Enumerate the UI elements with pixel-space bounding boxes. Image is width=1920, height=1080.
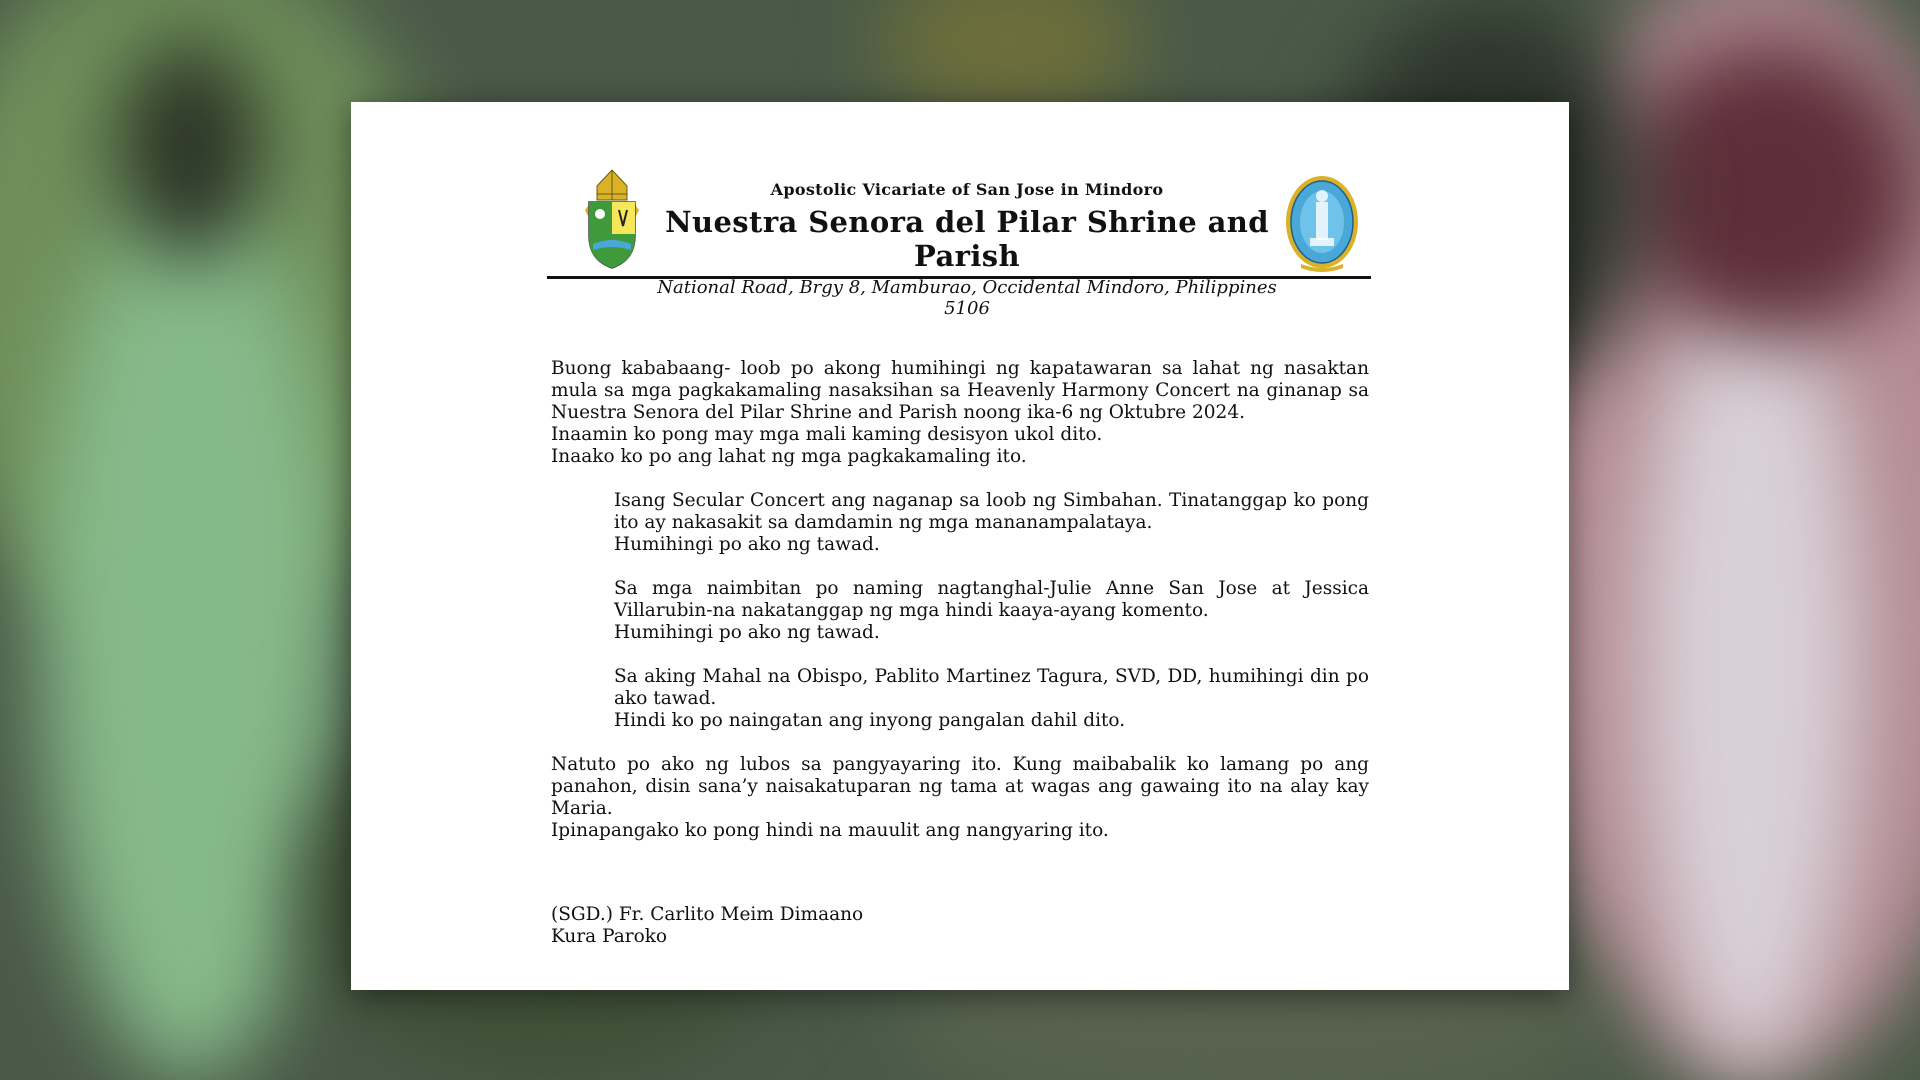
apology-text: Sa aking Mahal na Obispo, Pablito Martinez Tagura, SVD, DD, humihingi din po ako tawad. <box>614 666 1369 709</box>
vicariate-coat-of-arms-icon <box>575 166 649 272</box>
signature-block <box>551 904 863 948</box>
apology-item-performers <box>551 578 1369 644</box>
apology-letter <box>351 102 1569 990</box>
parish-seal-icon <box>1283 172 1361 274</box>
signatory-name: (SGD.) Fr. Carlito Meim Dimaano <box>551 904 864 925</box>
apology-closing: Humihingi po ako ng tawad. <box>614 622 880 643</box>
lesson-paragraph: Natuto po ako ng lubos sa pangyayaring ito. Kung maibabalik ko lamang po ang panahon, disin sana’y naisakatuparan ng tama at wagas ang gawaing ito na alay kay Maria. <box>551 754 1369 819</box>
promise-line: Ipinapangako ko pong hindi na mauulit ang nangyaring ito. <box>551 820 1109 841</box>
apology-closing: Humihingi po ako ng tawad. <box>614 534 880 555</box>
parish-address: National Road, Brgy 8, Mamburao, Occidental Mindoro, Philippines 5106 <box>657 277 1277 319</box>
apology-item-bishop <box>551 666 1369 732</box>
responsibility-line: Inaako ko po ang lahat ng mga pagkakamaling ito. <box>551 446 1027 467</box>
admission-line: Inaamin ko pong may mga mali kaming desisyon ukol dito. <box>551 424 1103 445</box>
apology-closing: Hindi ko po naingatan ang inyong pangalan dahil dito. <box>614 710 1126 731</box>
letter-body <box>551 358 1369 842</box>
intro-paragraph: Buong kababaang- loob po akong humihingi ng kapatawaran sa lahat ng nasaktan mula sa mga pagkakamaling nasaksihan sa Heavenly Harmony Concert na ginanap sa Nuestra Senora del Pilar Shrine and Parish noong ika-6 ng Oktubre 2024. <box>551 358 1369 423</box>
signatory-title: Kura Paroko <box>551 926 668 947</box>
letterhead <box>547 164 1371 319</box>
vicariate-name: Apostolic Vicariate of San Jose in Mindoro <box>770 180 1164 199</box>
parish-name: Nuestra Senora del Pilar Shrine and Parish <box>665 205 1269 273</box>
apology-text: Isang Secular Concert ang naganap sa loob ng Simbahan. Tinatanggap ko pong ito ay nakasakit sa damdamin ng mga mananampalataya. <box>614 490 1369 533</box>
apology-item-secular-concert <box>551 490 1369 556</box>
apology-text: Sa mga naimbitan po naming nagtanghal-Julie Anne San Jose at Jessica Villarubin-na nakatanggap ng mga hindi kaaya-ayang komento. <box>614 578 1369 621</box>
